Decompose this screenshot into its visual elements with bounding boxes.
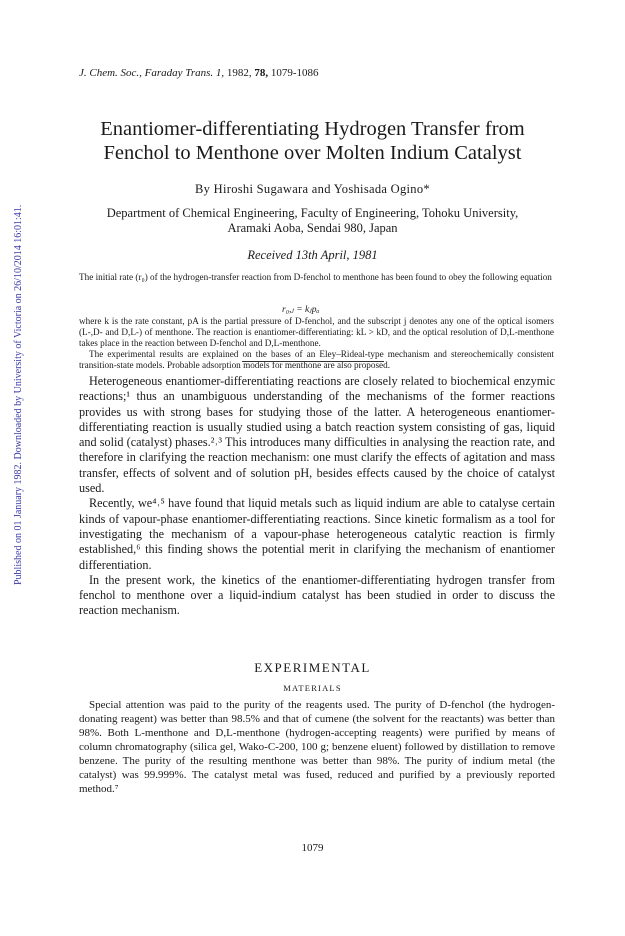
journal-volume: 78, (254, 67, 269, 79)
journal-citation (79, 67, 319, 79)
title-line-2: Fenchol to Menthone over Molten Indium Catalyst (103, 142, 522, 164)
page-number: 1079 (301, 842, 324, 854)
section-heading-experimental: EXPERIMENTAL (254, 660, 371, 675)
body-paragraph-3: In the present work, the kinetics of the enantiomer-differentiating hydrogen transfer from fenchol to menthone over a liquid-indium catalyst has been studied in order to discuss the reaction mechanism. (79, 572, 555, 618)
abstract-paragraph-2: The experimental results are explained on the bases of an Eley–Rideal-type mechanism and stereochemically consistent transition-state models. Probable adsorption models for menthone are also proposed. (79, 349, 554, 370)
abstract-intro (79, 272, 554, 283)
download-watermark-text: Published on 01 January 1982. Downloaded by University of Victoria on 26/10/2014 16:01:41. (13, 204, 24, 585)
materials-paragraph: Special attention was paid to the purity of the reagents used. The purity of D-fenchol (the hydrogen-donating reagent) was better than 98.5% and that of cumene (the solvent for the reactants) was better than 98%. Both L-menthone and D,L-menthone (hydrogen-accepting reagents) were purified by means of column chromatography (silica gel, Wako-C-200, 100 g; benzene eluent) followed by distillation to remove benzene. The purity of the resulting menthone was better than 98%. The purity of indium metal (the catalyst) was 99.999%. The catalyst metal was fused, reduced and purified by a previously reported method.⁷ (79, 699, 555, 795)
journal-pages: 1079-1086 (270, 67, 319, 79)
journal-year: 1982, (226, 67, 252, 79)
introduction (79, 374, 555, 619)
affiliation (60, 206, 565, 236)
rate-equation: r₀,ⱼ = kⱼpₐ (282, 305, 320, 315)
abstract-body (79, 316, 554, 371)
body-paragraph-2: Recently, we⁴˒⁵ have found that liquid metals such as liquid indium are able to catalyse certain kinds of vapour-phase enantiomer-differentiating reactions. Since kinetic formalism as a tool for investigating the mechanism of a vapour-phase heterogeneous catalytic reaction is firmly established,⁶ this finding shows the potential merit in clarifying the mechanism of enantiomer differentiation. (79, 496, 555, 572)
affiliation-line-1: Department of Chemical Engineering, Faculty of Engineering, Tohoku University, (106, 206, 519, 220)
body-paragraph-1: Heterogeneous enantiomer-differentiating reactions are closely related to biochemical enzymic reactions;¹ thus an unambiguous understanding of the mechanisms of the former reactions provides us with strong bases for studying those of the latter. A heterogeneous enantiomer-differentiating reaction is usually studied using a batch reaction system consisting of gas, liquid and solid (catalyst) phases.²˒³ This introduces many difficulties in analysing the reaction rate, and therefore in clarifying the reaction mechanism: one must clarify the effects of agitation and mass transfer, effects of solvent and of solution pH, besides effects caused by the choice of catalyst used. (79, 374, 555, 496)
download-watermark (2, 155, 24, 585)
affiliation-line-2: Aramaki Aoba, Sendai 980, Japan (227, 221, 398, 235)
abstract-intro-text: The initial rate (r₀) of the hydrogen-transfer reaction from D-fenchol to menthone has been found to obey the following equation (79, 272, 552, 282)
title-line-1: Enantiomer-differentiating Hydrogen Transfer from (100, 118, 525, 140)
author-line: By Hiroshi Sugawara and Yoshisada Ogino* (195, 182, 430, 196)
received-date: Received 13th April, 1981 (247, 248, 378, 262)
article-title (60, 117, 565, 165)
materials-section (79, 698, 555, 796)
journal-name: J. Chem. Soc., Faraday Trans. 1, (79, 67, 225, 79)
abstract-paragraph-1: where k is the rate constant, pA is the partial pressure of D-fenchol, and the subscript j denotes any one of the optical isomers (L-,D- and D,L-) of menthone. The reaction is enantiomer-differentiating: kL > kD, and the optical resolution of D,L-menthone takes place in the reaction between D-fenchol and D,L-menthone. (79, 316, 554, 348)
subsection-heading-materials: MATERIALS (283, 683, 342, 693)
section-divider (242, 361, 384, 362)
